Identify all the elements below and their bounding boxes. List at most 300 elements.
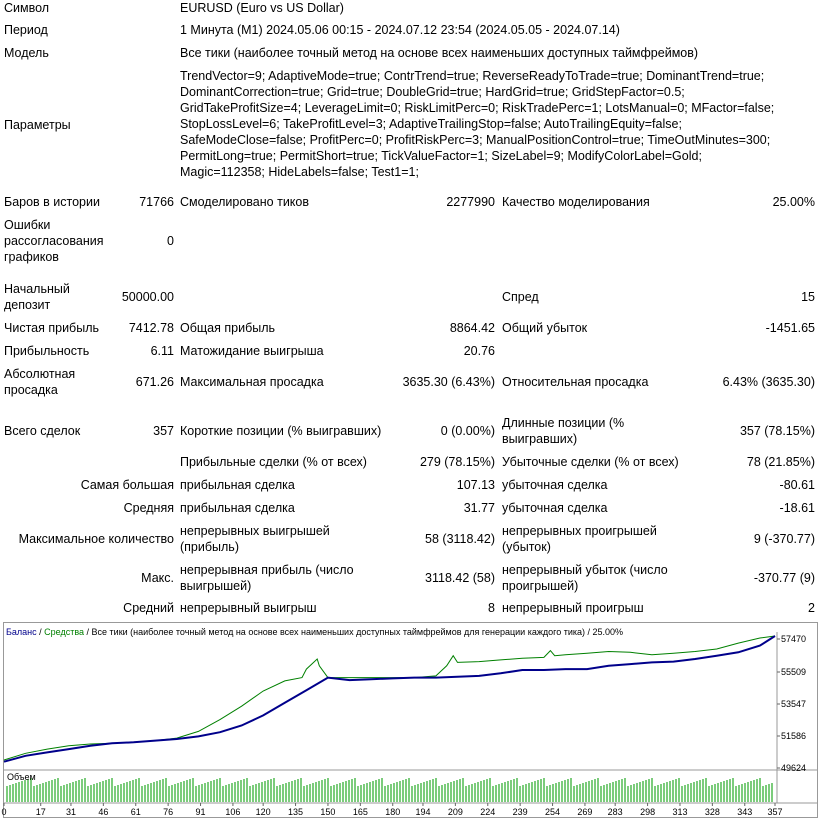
- volume-bar: [735, 786, 737, 802]
- volume-bar: [360, 785, 362, 802]
- volume-bar: [756, 779, 758, 802]
- volume-bar: [753, 780, 755, 802]
- x-tick-label: 343: [737, 807, 753, 817]
- params-line: DominantCorrection=true; Grid=true; DoubleGrid=true; HardGrid=true; GridStepFactor=0.5;: [180, 85, 685, 99]
- volume-bar: [6, 786, 8, 802]
- average-profit-value: 31.77: [463, 501, 495, 515]
- x-tick-label: 180: [385, 807, 401, 817]
- params-label: Параметры: [4, 118, 71, 132]
- volume-bar: [465, 786, 467, 802]
- abs-drawdown-label: просадка: [4, 383, 58, 397]
- volume-bar: [60, 786, 62, 802]
- volume-bar: [723, 781, 725, 802]
- volume-bar: [177, 783, 179, 802]
- volume-bar: [630, 785, 632, 802]
- volume-bar: [438, 786, 440, 802]
- volume-bar: [225, 785, 227, 802]
- volume-bar: [441, 785, 443, 802]
- volume-bar: [558, 782, 560, 802]
- spread-label: Спред: [502, 290, 539, 304]
- volume-bar: [546, 786, 548, 802]
- volume-bar: [693, 782, 695, 802]
- volume-bar: [561, 781, 563, 802]
- volume-bar: [444, 784, 446, 802]
- volume-bar: [744, 783, 746, 802]
- volume-bar: [282, 784, 284, 802]
- x-tick-label: 0: [1, 807, 7, 817]
- volume-bar: [366, 783, 368, 802]
- volume-bar: [585, 782, 587, 802]
- volume-bar: [669, 781, 671, 802]
- volume-bar: [39, 784, 41, 802]
- volume-bar: [624, 778, 626, 802]
- max-drawdown-label: Максимальная просадка: [180, 375, 324, 389]
- x-tick-label: 106: [225, 807, 241, 817]
- chart-title-rest: / Все тики (наиболее точный метод на основе всех наименьших доступных таймфреймов для генерации каждого тика) / 25.00%: [84, 627, 624, 637]
- volume-bar: [714, 784, 716, 802]
- volume-bar: [708, 786, 710, 802]
- volume-bar: [627, 786, 629, 802]
- x-tick-label: 165: [352, 807, 368, 817]
- volume-bar: [459, 779, 461, 802]
- volume-bar: [453, 781, 455, 802]
- volume-bar: [207, 782, 209, 802]
- params-line: SafeModeClose=false; ProfitPerc=0; ProfitRiskPerc=3; ManualPositionControl=true; TimeOutMinutes=300;: [180, 133, 771, 147]
- quality-value: 25.00%: [772, 195, 815, 209]
- volume-bar: [468, 785, 470, 802]
- net-profit-value: 7412.78: [128, 321, 174, 335]
- volume-bar: [771, 783, 773, 802]
- volume-bar: [639, 782, 641, 802]
- volume-bar: [168, 786, 170, 802]
- volume-bar: [618, 780, 620, 802]
- total-trades-value: 357: [153, 424, 174, 438]
- volume-bar: [399, 781, 401, 802]
- volume-bar: [492, 786, 494, 802]
- volume-bar: [237, 781, 239, 802]
- volume-bar: [705, 778, 707, 802]
- volume-bar: [738, 785, 740, 802]
- volume-bar: [162, 779, 164, 802]
- volume-bar: [153, 782, 155, 802]
- volume-bar: [324, 779, 326, 802]
- volume-bar: [330, 786, 332, 802]
- volume-bar: [417, 784, 419, 802]
- volume-bar: [405, 779, 407, 802]
- volume-bar: [711, 785, 713, 802]
- volume-bar: [270, 779, 272, 802]
- volume-bar: [576, 785, 578, 802]
- x-tick-label: 194: [415, 807, 431, 817]
- volume-bar: [69, 783, 71, 802]
- volume-bar: [666, 782, 668, 802]
- volume-bar: [729, 779, 731, 802]
- volume-bar: [342, 782, 344, 802]
- gross-profit-value: 8864.42: [449, 321, 495, 335]
- model-label: Модель: [4, 46, 49, 60]
- volume-bar: [564, 780, 566, 802]
- volume-bar: [252, 785, 254, 802]
- volume-bar: [510, 780, 512, 802]
- volume-bar: [249, 786, 251, 802]
- volume-bar: [120, 784, 122, 802]
- max-cons-losses-label: непрерывных проигрышей: [502, 524, 657, 538]
- profit-factor-value: 6.11: [150, 344, 174, 358]
- volume-bar: [393, 783, 395, 802]
- volume-bar: [597, 778, 599, 802]
- volume-bar: [765, 785, 767, 802]
- volume-bar: [687, 784, 689, 802]
- volume-bar: [432, 779, 434, 802]
- gross-loss-label: Общий убыток: [502, 321, 588, 335]
- x-tick-label: 328: [704, 807, 720, 817]
- volume-bar: [696, 781, 698, 802]
- abs-drawdown-value: 671.26: [135, 375, 174, 389]
- volume-bar: [591, 780, 593, 802]
- volume-bar: [75, 781, 77, 802]
- x-tick-label: 76: [163, 807, 174, 817]
- x-tick-label: 150: [320, 807, 336, 817]
- volume-bar: [135, 779, 137, 802]
- mismatch-value: 0: [167, 234, 174, 248]
- net-profit-label: Чистая прибыль: [4, 321, 99, 335]
- volume-bar: [222, 786, 224, 802]
- volume-bar: [117, 785, 119, 802]
- chart-lines: [4, 636, 775, 762]
- volume-bar: [189, 779, 191, 802]
- volume-bar: [147, 784, 149, 802]
- volume-bar: [747, 782, 749, 802]
- volume-bar: [642, 781, 644, 802]
- volume-bar: [66, 784, 68, 802]
- volume-bar: [24, 780, 26, 802]
- volume-bar: [264, 781, 266, 802]
- volume-bar: [111, 778, 113, 802]
- long-positions-value: 357 (78.15%): [739, 424, 815, 438]
- volume-bar: [267, 780, 269, 802]
- volume-bar: [657, 785, 659, 802]
- x-tick-label: 209: [447, 807, 463, 817]
- spread-value: 15: [801, 290, 815, 304]
- volume-bar: [261, 782, 263, 802]
- volume-bar: [636, 783, 638, 802]
- volume-bar: [309, 784, 311, 802]
- volume-bar: [555, 783, 557, 802]
- volume-bar: [531, 782, 533, 802]
- balance-line: [4, 636, 775, 762]
- volume-bar: [507, 781, 509, 802]
- volume-bar: [741, 784, 743, 802]
- volume-bar: [408, 778, 410, 802]
- model-value: Все тики (наиболее точный метод на основе всех наименьших доступных таймфреймов): [180, 46, 699, 60]
- volume-bar: [204, 783, 206, 802]
- y-tick-label: 53547: [781, 699, 807, 709]
- x-tick-label: 120: [255, 807, 271, 817]
- volume-bar: [447, 783, 449, 802]
- volume-bar: [528, 783, 530, 802]
- max-cons-profit-label: выигрышей): [180, 579, 252, 593]
- volume-bar: [201, 784, 203, 802]
- period-label: Период: [4, 23, 48, 37]
- volume-bar: [81, 779, 83, 802]
- x-tick-label: 31: [65, 807, 76, 817]
- volume-bar: [42, 783, 44, 802]
- profit-trades-value: 279 (78.15%): [419, 455, 495, 469]
- total-trades-label: Всего сделок: [4, 424, 81, 438]
- loss-trades-value: 78 (21.85%): [746, 455, 815, 469]
- volume-bar: [750, 781, 752, 802]
- volume-bar: [543, 778, 545, 802]
- ticks-value: 2277990: [446, 195, 495, 209]
- volume-bar: [258, 783, 260, 802]
- volume-bar: [78, 780, 80, 802]
- volume-bar: [549, 785, 551, 802]
- volume-bar: [372, 781, 374, 802]
- volume-bar: [9, 785, 11, 802]
- max-cons-losses-value: 9 (-370.77): [753, 532, 815, 546]
- expected-payoff-value: 20.76: [463, 344, 495, 358]
- volume-bar: [291, 781, 293, 802]
- max-cons-wins-label: (прибыль): [180, 540, 239, 554]
- volume-bar: [606, 784, 608, 802]
- volume-bar: [504, 782, 506, 802]
- volume-bar: [690, 783, 692, 802]
- max-cons-profit-label: непрерывная прибыль (число: [180, 563, 354, 577]
- volume-bar: [15, 783, 17, 802]
- volume-bar: [288, 782, 290, 802]
- volume-bar: [732, 778, 734, 802]
- volume-bar: [93, 784, 95, 802]
- volume-bar: [663, 783, 665, 802]
- largest-loss-label: убыточная сделка: [502, 478, 608, 492]
- volume-bar: [18, 782, 20, 802]
- volume-bar: [243, 779, 245, 802]
- largest-loss-value: -80.61: [779, 478, 815, 492]
- volume-bar: [192, 778, 194, 802]
- rel-drawdown-value: 6.43% (3635.30): [722, 375, 815, 389]
- volume-bar: [402, 780, 404, 802]
- volume-bar: [213, 780, 215, 802]
- volume-bar: [105, 780, 107, 802]
- short-positions-value: 0 (0.00%): [440, 424, 495, 438]
- params-line: PermitLong=true; PermitShort=true; TickValueFactor=1; SizeLabel=9; ModifyColorLabel=Gold;: [180, 149, 702, 163]
- volume-bar: [648, 779, 650, 802]
- volume-bar: [525, 784, 527, 802]
- volume-bar: [312, 783, 314, 802]
- y-tick-label: 49624: [781, 763, 807, 773]
- bars-label: Баров в истории: [4, 195, 100, 209]
- volume-bar: [138, 778, 140, 802]
- volume-bar: [102, 781, 104, 802]
- profit-trades-label: Прибыльные сделки (% от всех): [180, 455, 367, 469]
- average-loss-value: -18.61: [779, 501, 815, 515]
- avg-cons-losses-label: непрерывный проигрыш: [502, 601, 644, 615]
- volume-bar: [411, 786, 413, 802]
- volume-bar: [351, 779, 353, 802]
- volume-bar: [375, 780, 377, 802]
- volume-bar: [114, 786, 116, 802]
- volume-bar: [90, 785, 92, 802]
- volume-bar: [474, 783, 476, 802]
- volume-bar: [276, 786, 278, 802]
- deposit-label: депозит: [4, 298, 51, 312]
- x-tick-label: 17: [35, 807, 46, 817]
- volume-bar: [198, 785, 200, 802]
- x-tick-label: 254: [545, 807, 561, 817]
- avg-label: Средний: [123, 601, 174, 615]
- largest-profit-value: 107.13: [456, 478, 495, 492]
- volume-bar: [390, 784, 392, 802]
- volume-bar: [678, 778, 680, 802]
- volume-bar: [180, 782, 182, 802]
- avg-cons-wins-label: непрерывный выигрыш: [180, 601, 317, 615]
- volume-bar: [480, 781, 482, 802]
- equity-line: [4, 636, 775, 760]
- volume-bar: [132, 780, 134, 802]
- volume-bar: [426, 781, 428, 802]
- volume-bar: [423, 782, 425, 802]
- volume-bar: [384, 786, 386, 802]
- volume-bar: [159, 780, 161, 802]
- volume-bar: [348, 780, 350, 802]
- max-cons-profit-value: 3118.42 (58): [425, 571, 495, 585]
- x-tick-label: 46: [98, 807, 109, 817]
- volume-bar: [519, 786, 521, 802]
- volume-bar: [12, 784, 14, 802]
- y-tick-label: 57470: [781, 634, 807, 644]
- volume-bar: [396, 782, 398, 802]
- volume-bar: [462, 778, 464, 802]
- volume-bar: [321, 780, 323, 802]
- ticks-label: Смоделировано тиков: [180, 195, 309, 209]
- volume-bar: [759, 778, 761, 802]
- symbol-value: EURUSD (Euro vs US Dollar): [180, 1, 344, 15]
- volume-label: Объем: [7, 772, 36, 782]
- volume-bar: [681, 786, 683, 802]
- volume-bar: [609, 783, 611, 802]
- chart-title-balance: Баланс: [6, 627, 37, 637]
- volume-bar: [318, 781, 320, 802]
- volume-bar: [228, 784, 230, 802]
- x-tick-label: 298: [640, 807, 656, 817]
- deposit-value: 50000.00: [121, 290, 174, 304]
- x-tick-label: 135: [288, 807, 304, 817]
- long-positions-label: выигравших): [502, 432, 578, 446]
- params-line: Magic=112358; HideLabels=false; Test1=1;: [180, 165, 419, 179]
- params-line: TrendVector=9; AdaptiveMode=true; ContrTrend=true; ReverseReadyToTrade=true; DominantTrend=true;: [180, 69, 765, 83]
- volume-bar: [315, 782, 317, 802]
- volume-bar: [171, 785, 173, 802]
- volume-bar: [456, 780, 458, 802]
- x-tick-label: 283: [607, 807, 623, 817]
- chart-title-equity: Средства: [44, 627, 85, 637]
- volume-bar: [582, 783, 584, 802]
- largest-label: Самая большая: [80, 478, 174, 492]
- volume-bar: [720, 782, 722, 802]
- volume-bar: [699, 780, 701, 802]
- quality-label: Качество моделирования: [502, 195, 650, 209]
- average-profit-label: прибыльная сделка: [180, 501, 295, 515]
- max-label: Макс.: [141, 571, 174, 585]
- volume-bar: [255, 784, 257, 802]
- period-value: 1 Минута (M1) 2024.05.06 00:15 - 2024.07.12 23:54 (2024.05.05 - 2024.07.14): [180, 23, 620, 37]
- rel-drawdown-label: Относительная просадка: [502, 375, 649, 389]
- average-loss-label: убыточная сделка: [502, 501, 608, 515]
- x-tick-label: 357: [767, 807, 783, 817]
- volume-bar: [600, 786, 602, 802]
- avg-cons-wins-value: 8: [488, 601, 495, 615]
- volume-bar: [306, 785, 308, 802]
- loss-trades-label: Убыточные сделки (% от всех): [502, 455, 679, 469]
- volume-bar: [48, 781, 50, 802]
- volume-bar: [552, 784, 554, 802]
- volume-bar: [534, 781, 536, 802]
- volume-bar: [96, 783, 98, 802]
- volume-bar: [327, 778, 329, 802]
- volume-bar: [51, 780, 53, 802]
- volume-bar: [216, 779, 218, 802]
- volume-bars: [6, 778, 773, 802]
- short-positions-label: Короткие позиции (% выигравших): [180, 424, 382, 438]
- volume-bar: [294, 780, 296, 802]
- volume-bar: [498, 784, 500, 802]
- volume-bar: [219, 778, 221, 802]
- volume-bar: [684, 785, 686, 802]
- volume-bar: [369, 782, 371, 802]
- chart-title-sep: /: [36, 627, 45, 637]
- volume-bar: [54, 779, 56, 802]
- volume-bar: [84, 778, 86, 802]
- volume-bar: [672, 780, 674, 802]
- volume-bar: [768, 784, 770, 802]
- x-tick-label: 269: [577, 807, 593, 817]
- volume-bar: [450, 782, 452, 802]
- volume-bar: [726, 780, 728, 802]
- gross-loss-value: -1451.65: [765, 321, 815, 335]
- volume-bar: [603, 785, 605, 802]
- volume-bar: [195, 786, 197, 802]
- volume-bar: [210, 781, 212, 802]
- volume-bar: [567, 779, 569, 802]
- long-positions-label: Длинные позиции (%: [502, 416, 625, 430]
- avg-cons-losses-value: 2: [808, 601, 815, 615]
- volume-bar: [429, 780, 431, 802]
- volume-bar: [123, 783, 125, 802]
- volume-bar: [231, 783, 233, 802]
- gross-profit-label: Общая прибыль: [180, 321, 276, 335]
- volume-bar: [303, 786, 305, 802]
- max-cons-wins-value: 58 (3118.42): [425, 532, 495, 546]
- volume-bar: [660, 784, 662, 802]
- volume-bar: [336, 784, 338, 802]
- volume-bar: [36, 785, 38, 802]
- volume-bar: [99, 782, 101, 802]
- volume-bar: [594, 779, 596, 802]
- volume-bar: [63, 785, 65, 802]
- max-cons-losses-label: (убыток): [502, 540, 551, 554]
- volume-bar: [354, 778, 356, 802]
- volume-bar: [300, 778, 302, 802]
- max-cons-loss-label: непрерывный убыток (число: [502, 563, 668, 577]
- volume-bar: [240, 780, 242, 802]
- volume-bar: [615, 781, 617, 802]
- volume-bar: [339, 783, 341, 802]
- max-cons-loss-value: -370.77 (9): [753, 571, 815, 585]
- params-line: StopLossLevel=6; TakeProfitLevel=3; AdaptiveTrailingStop=false; AutoTrailingEquity=false;: [180, 117, 682, 131]
- volume-bar: [87, 786, 89, 802]
- volume-bar: [285, 783, 287, 802]
- volume-bar: [234, 782, 236, 802]
